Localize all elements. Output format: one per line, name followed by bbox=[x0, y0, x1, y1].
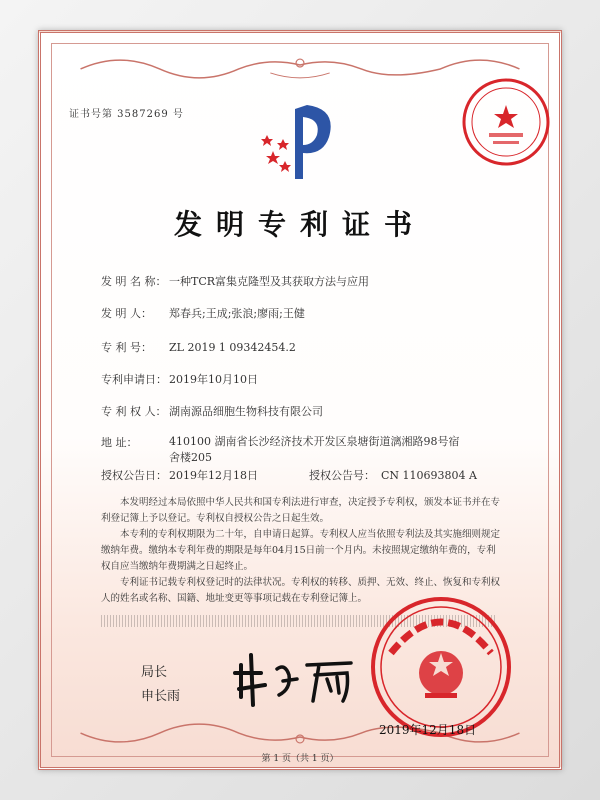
invention-name: 一种TCR富集克隆型及其获取方法与应用 bbox=[169, 275, 370, 288]
cnipa-logo-icon bbox=[259, 95, 349, 185]
director-name: 申长雨 bbox=[141, 689, 181, 704]
body-paragraph: 专利证书记载专利权登记时的法律状况。专利权的转移、质押、无效、终止、恢复和专利权人的姓名或名称、国籍、地址变更等事项记载在专利登记簿上。 bbox=[101, 577, 501, 604]
filing-date-row bbox=[101, 371, 258, 387]
invention-name-row bbox=[101, 273, 369, 289]
address-row bbox=[101, 434, 469, 466]
field-label: 发 明 人： bbox=[101, 307, 152, 320]
field-label: 专 利 号： bbox=[101, 341, 152, 354]
patentee: 湖南源品细胞生物科技有限公司 bbox=[169, 405, 323, 418]
body-paragraph: 本发明经过本局依照中华人民共和国专利法进行审查，决定授予专利权，颁发本证书并在专利登记簿上予以登记。专利权自授权公告之日起生效。 bbox=[101, 497, 501, 524]
director-signature-icon bbox=[231, 645, 361, 715]
certificate-body bbox=[101, 495, 501, 607]
page-number: 第 1 页（共 1 页） bbox=[261, 754, 339, 764]
seal-date: 2019年12月18日 bbox=[379, 723, 477, 737]
inventors-row bbox=[101, 305, 305, 321]
grant-row bbox=[101, 467, 477, 483]
certificate-number: 证书号第 3587269 号 bbox=[69, 109, 184, 120]
address: 410100 湖南省长沙经济技术开发区泉塘街道漓湘路98号宿舍楼205 bbox=[169, 435, 460, 464]
field-label: 授权公告号： bbox=[309, 469, 375, 482]
certificate-title: 发明专利证书 bbox=[173, 208, 426, 241]
patent-number: ZL 2019 1 09342454.2 bbox=[169, 341, 296, 354]
director-role: 局长 bbox=[141, 665, 168, 680]
grant-date: 2019年12月18日 bbox=[169, 469, 258, 482]
grant-number: CN 110693804 A bbox=[381, 469, 477, 482]
patentee-row bbox=[101, 403, 323, 419]
inventors: 郑春兵;王成;张浪;廖雨;王健 bbox=[169, 307, 305, 320]
national-seal-icon bbox=[367, 593, 515, 741]
agency-seal-icon bbox=[459, 75, 553, 169]
field-label: 专 利 权 人： bbox=[101, 405, 167, 418]
patent-number-row bbox=[101, 339, 296, 355]
field-label: 专利申请日： bbox=[101, 373, 167, 386]
field-label: 授权公告日： bbox=[101, 469, 167, 482]
filing-date: 2019年10月10日 bbox=[169, 373, 258, 386]
field-label: 地 址： bbox=[101, 436, 138, 449]
body-paragraph: 本专利的专利权期限为二十年，自申请日起算。专利权人应当依照专利法及其实施细则规定缴纳年费。缴纳本专利年费的期限是每年04月15日前一个月内。未按照规定缴纳年费的，专利权自应当缴纳年费期满之日起终止。 bbox=[101, 529, 501, 572]
field-label: 发 明 名 称： bbox=[101, 275, 167, 288]
patent-certificate bbox=[38, 30, 562, 770]
